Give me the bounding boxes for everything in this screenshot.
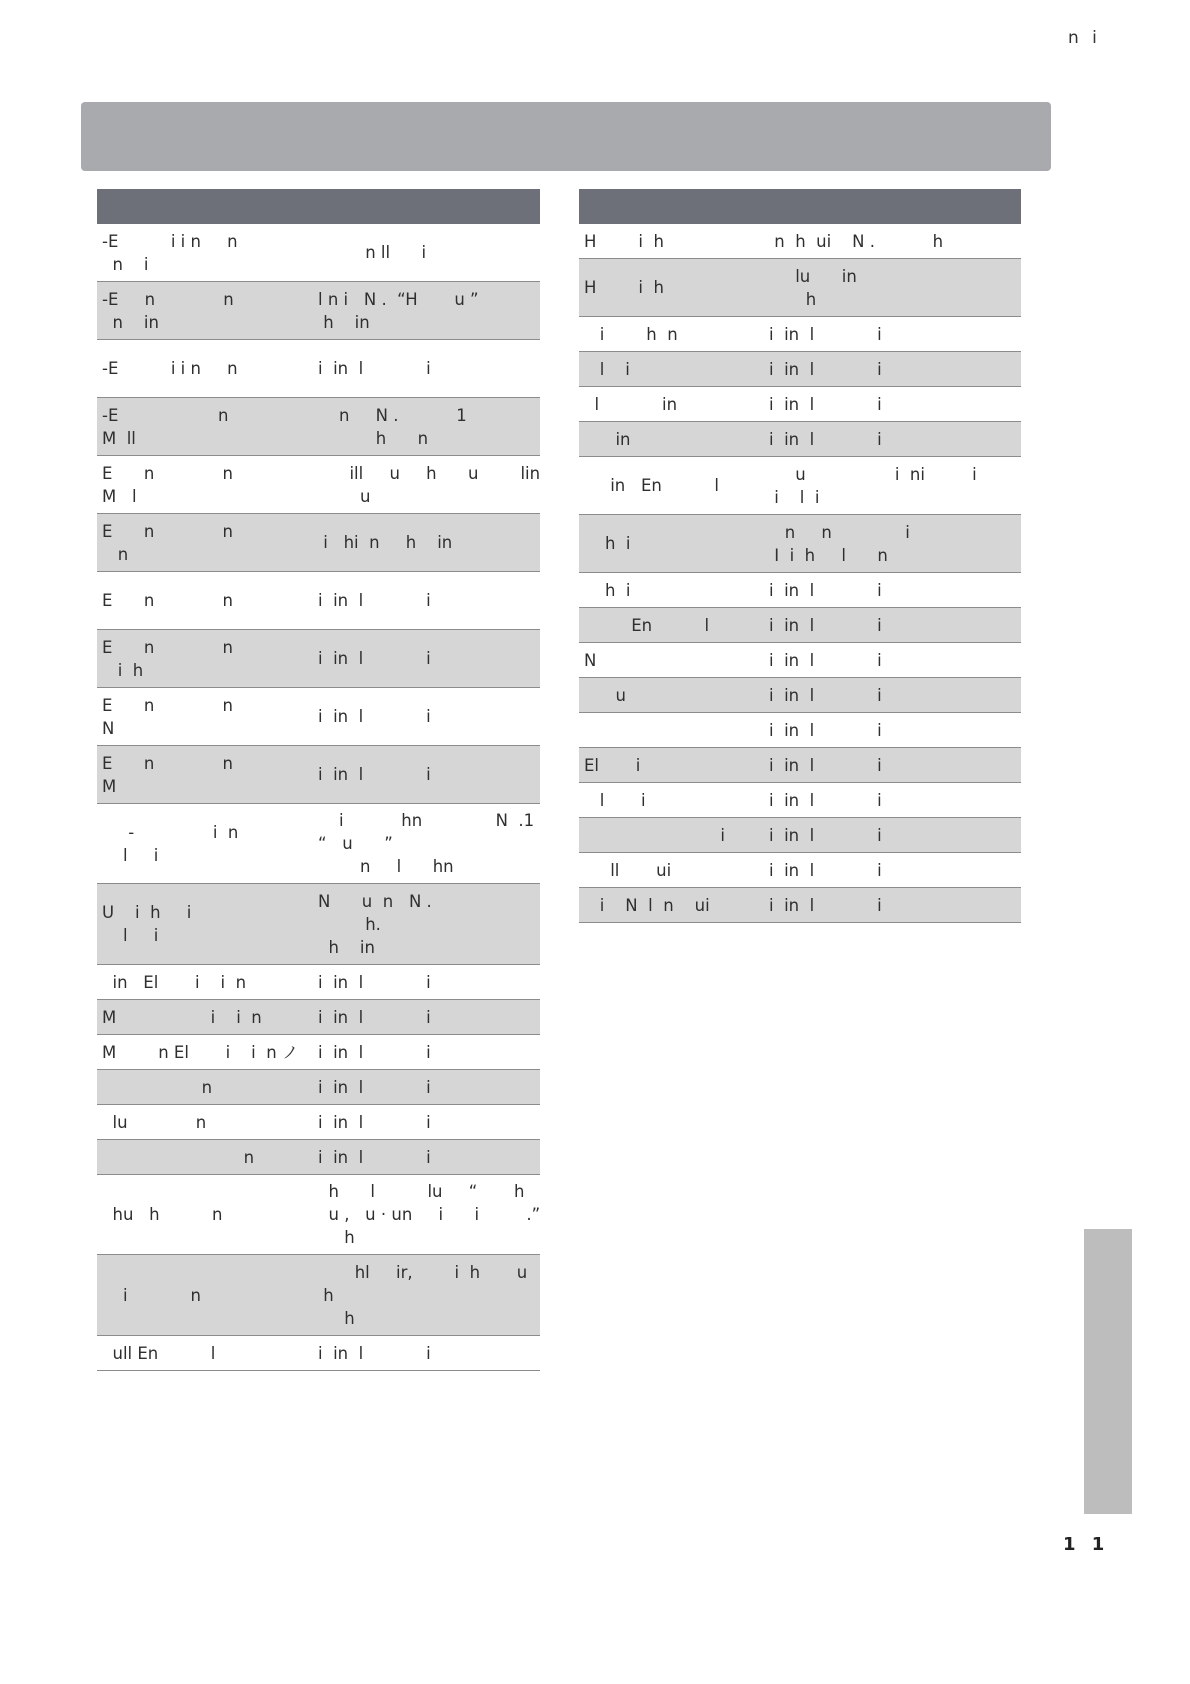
setting-value-cell: i in l i — [318, 1007, 431, 1027]
table-row — [97, 1070, 540, 1105]
setting-name-cell — [584, 713, 769, 747]
setting-name-cell: - i n l i — [122, 822, 239, 865]
table-row — [97, 1175, 540, 1255]
setting-name-cell: in El i i n — [102, 972, 247, 992]
setting-value-cell: i in l i — [318, 707, 431, 726]
setting-value-cell: h l lu “ h u , u · un i i .” h — [328, 1182, 540, 1247]
table-row — [579, 678, 1021, 713]
corner-running-header: n i — [1068, 28, 1101, 48]
left-table — [97, 189, 540, 1371]
setting-value-cell: i in l i — [769, 825, 882, 845]
table-row — [97, 1035, 540, 1070]
setting-name-cell: u — [584, 685, 626, 705]
table-row — [579, 457, 1021, 515]
table-row — [579, 352, 1021, 387]
setting-value-cell: i in l i — [769, 755, 882, 775]
setting-value-cell: n n i I i h l n — [774, 522, 910, 565]
setting-name-cell: E n n — [102, 591, 233, 610]
table-row — [579, 573, 1021, 608]
setting-name-cell: U i h i l i — [102, 903, 192, 945]
table-row — [97, 282, 540, 340]
right-table — [579, 189, 1021, 923]
setting-name-cell: hu h n — [102, 1205, 223, 1224]
setting-value-cell: N u n N . h. h in — [318, 891, 432, 957]
setting-value-cell: hl ir, i h u h h — [323, 1262, 528, 1328]
left-table-rows — [97, 224, 540, 1371]
setting-name-cell: E n n N — [102, 695, 233, 738]
title-banner — [81, 102, 1051, 171]
table-row — [97, 1000, 540, 1035]
table-row — [579, 317, 1021, 352]
table-row — [97, 514, 540, 572]
setting-name-cell: n — [102, 1147, 255, 1167]
setting-value-cell: i in l i — [769, 580, 882, 600]
setting-value-cell: i hi n h in — [318, 533, 453, 552]
setting-name-cell: M n El i i n ノ — [102, 1042, 299, 1062]
table-row — [579, 748, 1021, 783]
table-row — [97, 630, 540, 688]
setting-value-cell: i in l i — [769, 615, 882, 635]
setting-value-cell: i in l i — [318, 1343, 431, 1363]
setting-name-cell: E n n i h — [102, 637, 233, 680]
setting-value-cell: i in l i — [318, 1112, 431, 1132]
setting-name-cell: ll ui — [584, 860, 672, 880]
table-row — [97, 804, 540, 884]
setting-name-cell: -E n M ll — [102, 405, 229, 448]
table-row — [97, 572, 540, 630]
setting-value-cell: i in l i — [769, 720, 882, 740]
table-row — [579, 422, 1021, 457]
setting-name-cell: E n n M — [102, 753, 233, 796]
table-row — [97, 746, 540, 804]
table-row — [579, 608, 1021, 643]
setting-value-cell: n N . 1 h n — [338, 405, 467, 448]
table-row — [97, 1140, 540, 1175]
setting-value-cell: i in l i — [318, 649, 431, 668]
setting-name-cell: El i — [584, 755, 641, 775]
setting-value-cell: i in l i — [769, 324, 882, 344]
table-row — [97, 398, 540, 456]
table-row — [579, 259, 1021, 317]
setting-value-cell: i in l i — [318, 359, 431, 378]
table-row — [97, 1105, 540, 1140]
setting-value-cell: u i ni i i l i — [774, 464, 977, 507]
table-row — [579, 515, 1021, 573]
setting-value-cell: i in l i — [769, 650, 882, 670]
setting-name-cell: in — [584, 429, 631, 449]
setting-name-cell: -E i i n n — [102, 359, 238, 378]
left-table-header — [97, 189, 540, 224]
table-row — [579, 387, 1021, 422]
table-row — [97, 1255, 540, 1336]
setting-value-cell: i in l i — [769, 860, 882, 880]
setting-name-cell: h i — [584, 580, 631, 600]
setting-value-cell: i in l i — [318, 591, 431, 610]
setting-value-cell: i hn N .1 “ u ” n l hn — [318, 811, 535, 876]
setting-name-cell: n — [102, 1077, 213, 1097]
setting-name-cell: H i h — [584, 231, 664, 251]
setting-name-cell: -E n n n in — [102, 289, 234, 332]
setting-name-cell: N — [584, 650, 597, 670]
setting-value-cell: i in l i — [318, 972, 431, 992]
section-side-tab[interactable] — [1084, 1229, 1132, 1514]
table-row — [97, 1336, 540, 1371]
setting-name-cell: M i i n — [102, 1007, 262, 1027]
setting-name-cell: i — [584, 825, 725, 845]
setting-name-cell: h i — [584, 534, 631, 553]
table-row — [579, 783, 1021, 818]
page-number: 1 1 — [1063, 1534, 1110, 1555]
setting-name-cell: E n n M l — [102, 463, 233, 506]
setting-value-cell: l n i N . “H u ” h in — [318, 289, 479, 332]
setting-name-cell: i N l n ui — [584, 895, 710, 915]
setting-name-cell: i h n — [584, 324, 678, 344]
table-row — [97, 965, 540, 1000]
setting-value-cell: n h ui N . h — [769, 231, 944, 251]
setting-name-cell: -E i i n n n i — [102, 231, 238, 274]
table-row — [579, 818, 1021, 853]
table-row — [97, 688, 540, 746]
setting-name-cell: l i — [584, 790, 646, 810]
table-row — [579, 888, 1021, 923]
setting-value-cell: i in l i — [318, 1077, 431, 1097]
setting-name-cell: En l — [584, 615, 710, 635]
setting-name-cell: in En l — [584, 476, 719, 495]
setting-value-cell: i in l i — [318, 1147, 431, 1167]
setting-value-cell: i in l i — [769, 429, 882, 449]
setting-value-cell: i in l i — [318, 765, 431, 784]
table-row — [579, 643, 1021, 678]
setting-name-cell: l in — [584, 394, 678, 414]
table-row — [97, 456, 540, 514]
setting-value-cell: i in l i — [769, 685, 882, 705]
setting-value-cell: i in l i — [769, 895, 882, 915]
setting-value-cell: i in l i — [769, 790, 882, 810]
right-table-header — [579, 189, 1021, 224]
setting-value-cell: i in l i — [769, 359, 882, 379]
table-row — [97, 884, 540, 965]
setting-value-cell: n ll i — [318, 243, 427, 262]
right-table-rows — [579, 224, 1021, 923]
table-row — [579, 224, 1021, 259]
table-row — [97, 224, 540, 282]
setting-value-cell: ill u h u lin u — [349, 463, 540, 506]
setting-name-cell: l i — [584, 359, 630, 379]
setting-name-cell: E n n n — [102, 521, 233, 564]
table-row — [97, 340, 540, 398]
setting-name-cell: i n — [102, 1285, 201, 1305]
setting-value-cell: lu in h — [795, 266, 857, 309]
setting-name-cell: H i h — [584, 278, 664, 297]
setting-value-cell: i in l i — [318, 1042, 431, 1062]
setting-value-cell: i in l i — [769, 394, 882, 414]
table-row — [579, 853, 1021, 888]
table-row — [579, 713, 1021, 748]
setting-name-cell: lu n — [102, 1112, 207, 1132]
setting-name-cell: ull En l — [102, 1343, 216, 1363]
